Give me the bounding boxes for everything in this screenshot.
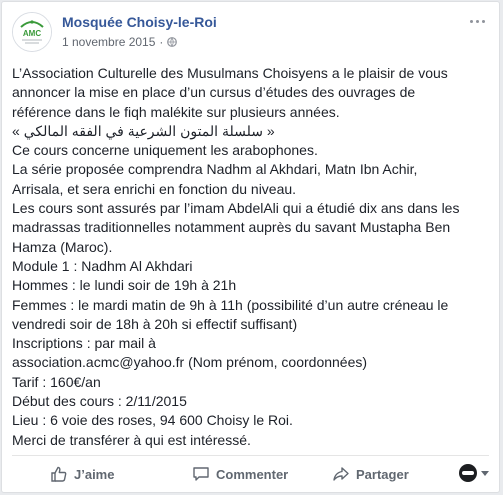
- caret-down-icon: [481, 471, 489, 476]
- thumbs-up-icon: [50, 465, 68, 483]
- post-line: L’Association Culturelle des Musulmans Choisyens a le plaisir de vous: [12, 65, 448, 81]
- page-name-link[interactable]: Mosquée Choisy-le-Roi: [62, 14, 217, 30]
- post-line: Femmes : le mardi matin de 9h à 11h (possibilité d’un autre créneau le: [12, 296, 449, 313]
- post-line-arabic: « سلسلة المتون الشرعية في الفقه المالكي »: [12, 122, 275, 139]
- page-audience-selector[interactable]: [459, 464, 489, 482]
- post-header: [12, 12, 489, 54]
- post-line: Les cours sont assurés par l’imam AbdelAli qui a étudié dix ans dans les: [12, 200, 460, 217]
- share-icon: [332, 465, 350, 483]
- post-line: Lieu : 6 voie des roses, 94 600 Choisy le Roi.: [12, 412, 293, 429]
- amc-logo-icon: [13, 13, 51, 51]
- like-button[interactable]: [50, 462, 114, 486]
- share-label: Partager: [356, 466, 409, 482]
- post-line: Ce cours concerne uniquement les arabophones.: [12, 142, 318, 159]
- post-text: [12, 64, 490, 450]
- comment-button[interactable]: [192, 462, 288, 486]
- post-date[interactable]: 1 novembre 2015: [62, 35, 156, 49]
- avatar[interactable]: [12, 12, 52, 52]
- post-line: Module 1 : Nadhm Al Akhdari: [12, 257, 193, 274]
- post-line: Début des cours : 2/11/2015: [12, 393, 187, 410]
- post-line: Tarif : 160€/an: [12, 373, 101, 390]
- comment-icon: [192, 465, 210, 483]
- post-line: vendredi soir de 18h à 20h si effectif suffisant): [12, 315, 298, 332]
- post-line-email: association.acmc@yahoo.fr (Nom prénom, coordonnées): [12, 354, 368, 371]
- page-avatar-small-icon: [459, 464, 477, 482]
- action-bar: [12, 455, 489, 488]
- post-card: [1, 1, 500, 493]
- post-line: Inscriptions : par mail à: [12, 335, 156, 352]
- post-line: Hommes : le lundi soir de 19h à 21h: [12, 277, 237, 294]
- post-line: Arrisala, et sera enrichi en fonction du niveau.: [12, 180, 297, 197]
- post-meta: [62, 35, 177, 49]
- globe-icon[interactable]: [167, 37, 177, 47]
- like-label: J’aime: [74, 466, 115, 482]
- post-line: annoncer la mise en place d’un cursus d’études des ouvrages de: [12, 84, 416, 101]
- post-line: La série proposée comprendra Nadhm al Akhdari, Matn Ibn Achir,: [12, 161, 418, 178]
- post-line: madrassas traditionnelles notamment auprès du savant Mustapha Ben: [12, 219, 451, 236]
- svg-text:AMC: AMC: [22, 29, 42, 38]
- post-line: Merci de transférer à qui est intéressé.: [12, 431, 251, 448]
- comment-label: Commenter: [216, 466, 289, 482]
- share-button[interactable]: [332, 462, 409, 486]
- post-line: référence dans le fiqh malékite sur plusieurs années.: [12, 103, 340, 120]
- meta-separator: ·: [159, 35, 164, 49]
- more-options-icon[interactable]: [467, 14, 487, 28]
- post-line: Hamza (Maroc).: [12, 238, 113, 255]
